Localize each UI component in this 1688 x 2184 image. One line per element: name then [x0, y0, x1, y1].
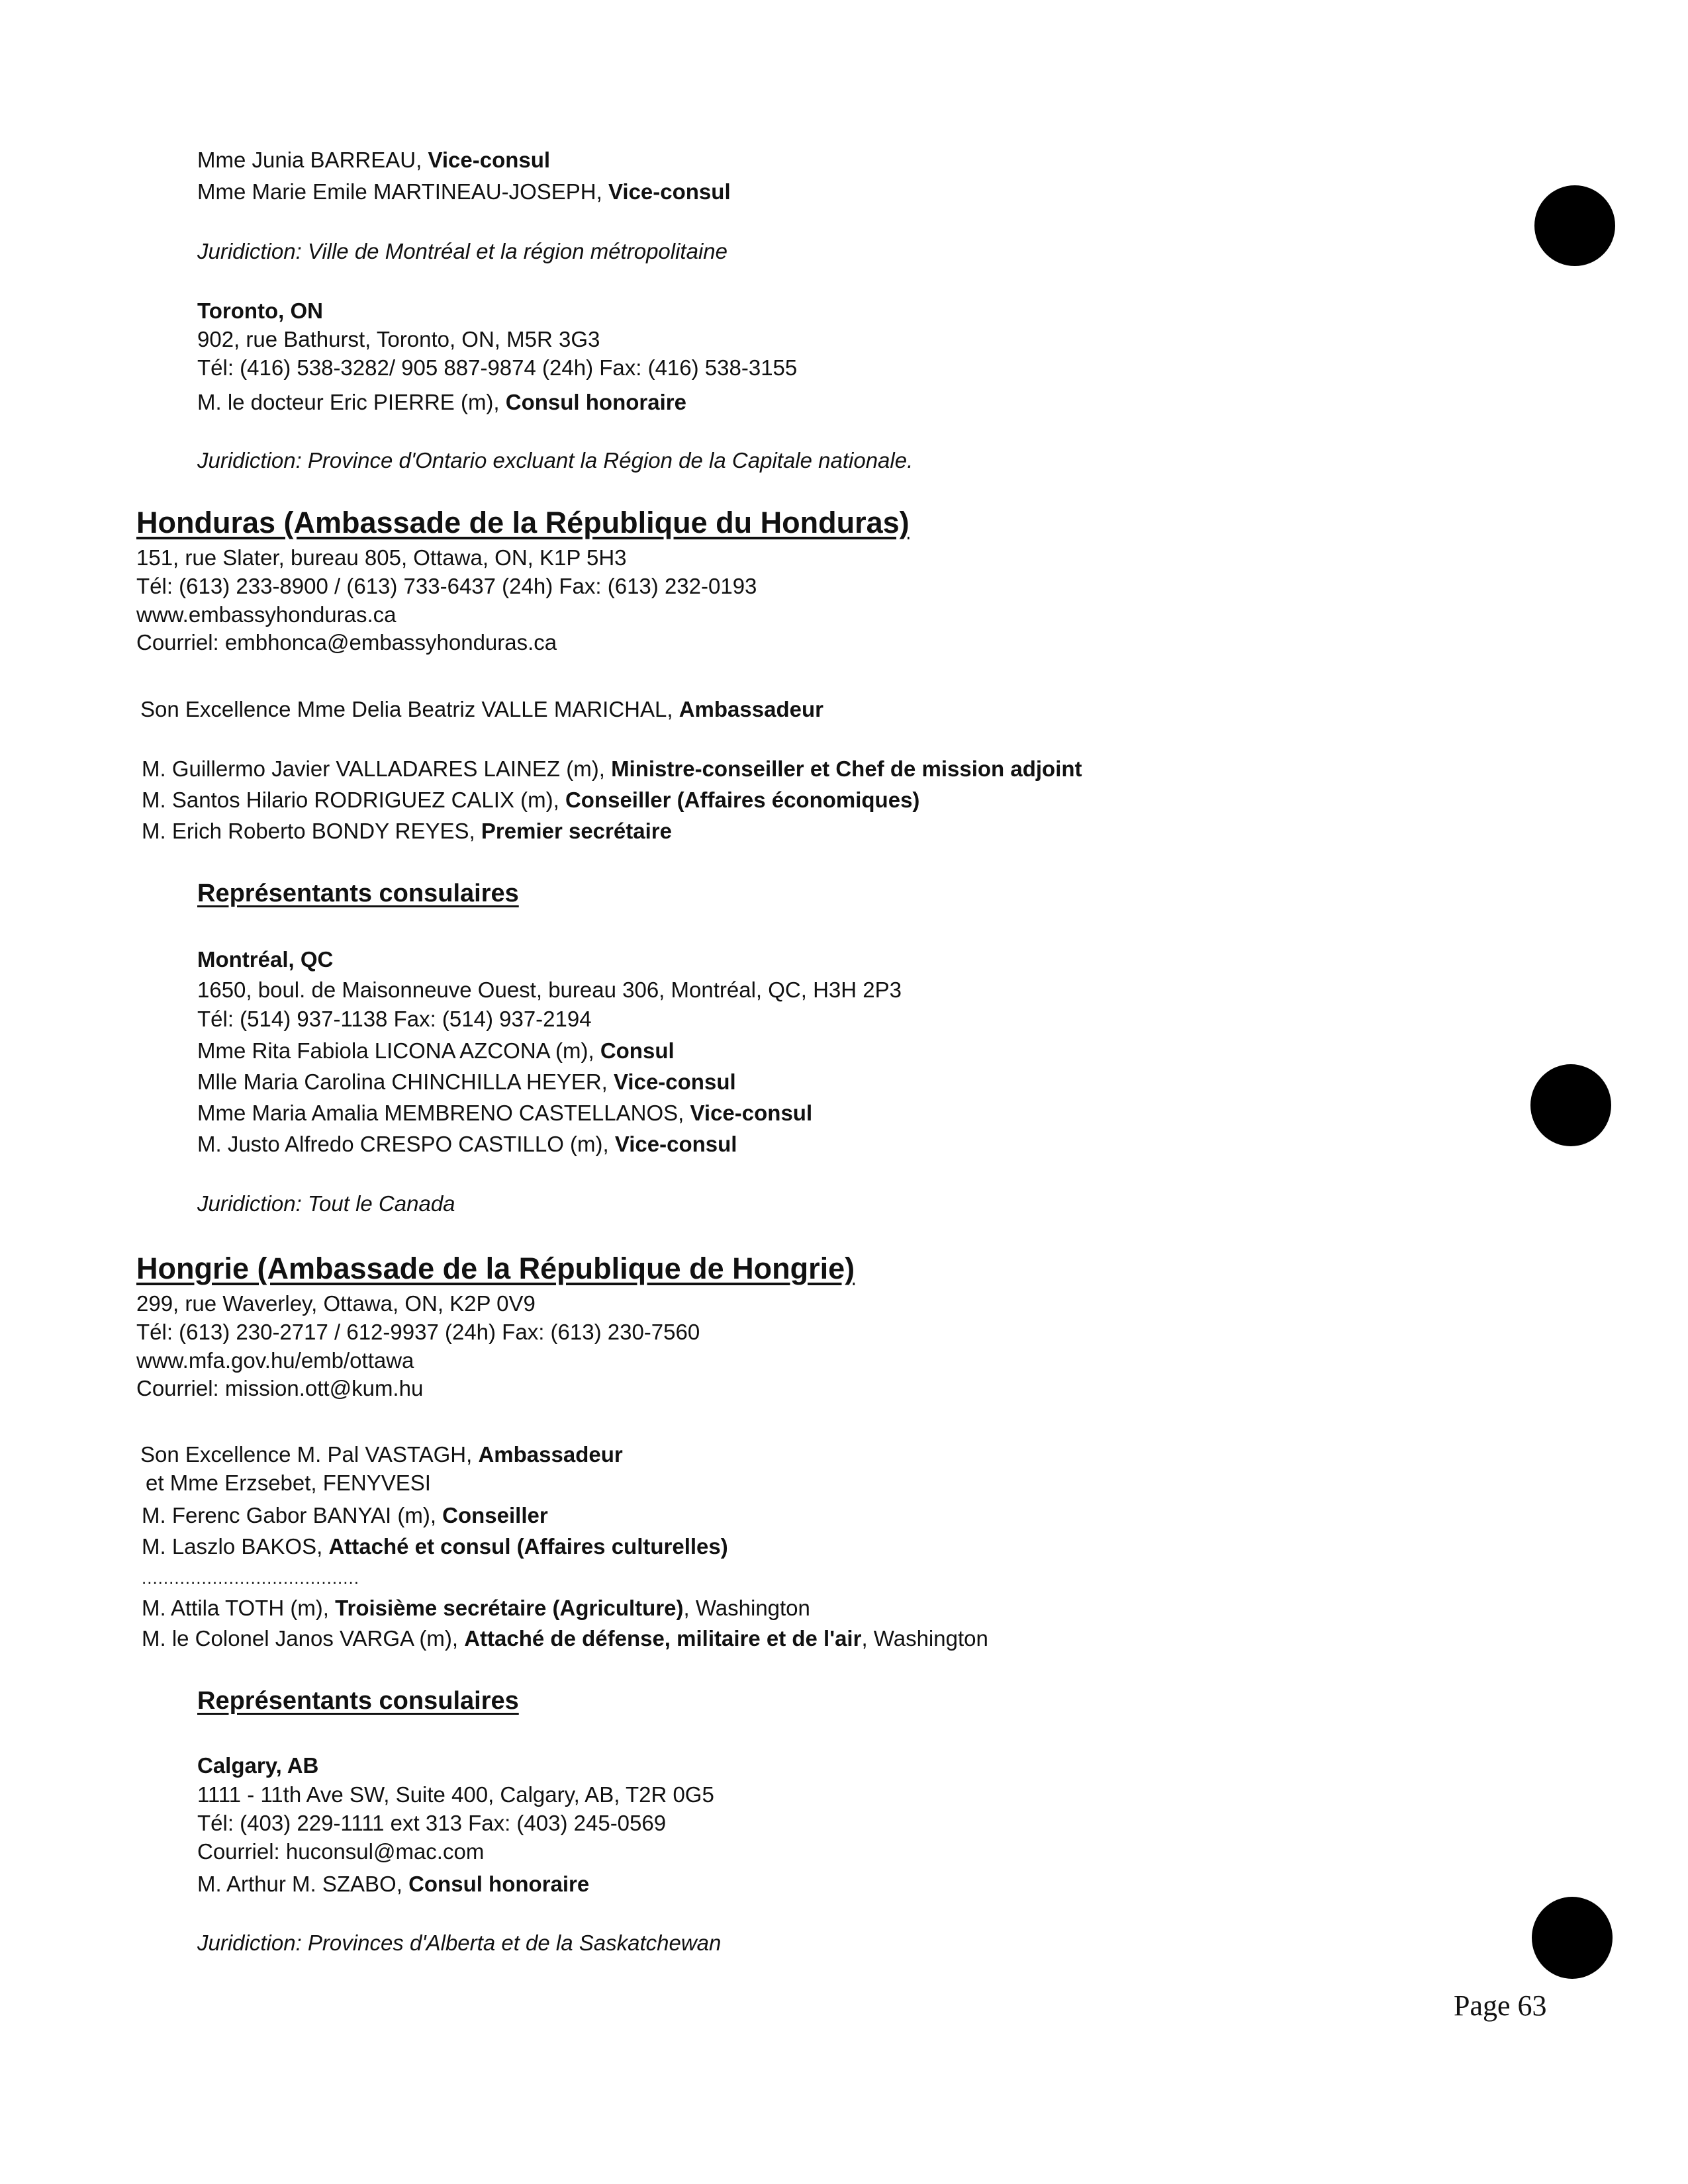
staff-line — [197, 1038, 675, 1064]
staff-title: Consul honoraire — [408, 1872, 590, 1896]
dotted-separator: ........................................ — [142, 1568, 359, 1588]
staff-title: Attaché et consul (Affaires culturelles) — [328, 1534, 728, 1559]
consulate-address: 1650, boul. de Maisonneuve Ouest, bureau 306, Montréal, QC, H3H 2P3 — [197, 978, 902, 1002]
staff-name: M. le docteur Eric PIERRE (m), — [197, 390, 506, 414]
staff-line — [197, 1069, 736, 1095]
staff-title: Attaché de défense, militaire et de l'air — [464, 1626, 862, 1651]
ambassador-line — [140, 1441, 623, 1468]
consulate-phone: Tél: (514) 937-1138 Fax: (514) 937-2194 — [197, 1007, 592, 1031]
staff-name: Mme Maria Amalia MEMBRENO CASTELLANOS, — [197, 1101, 690, 1125]
embassy-email: Courriel: mission.ott@kum.hu — [136, 1376, 424, 1400]
consulate-email: Courriel: huconsul@mac.com — [197, 1839, 485, 1864]
consulate-city: Toronto, ON — [197, 298, 324, 323]
staff-name: M. Arthur M. SZABO, — [197, 1872, 409, 1896]
staff-name: M. Attila TOTH (m), — [142, 1596, 336, 1620]
ambassador-title: Ambassadeur — [478, 1442, 623, 1467]
staff-location: , Washington — [683, 1596, 810, 1620]
staff-name: Mme Rita Fabiola LICONA AZCONA (m), — [197, 1038, 600, 1063]
punch-hole — [1532, 1897, 1613, 1979]
staff-title: Conseiller (Affaires économiques) — [565, 788, 920, 812]
embassy-phone: Tél: (613) 230-2717 / 612-9937 (24h) Fax: (613) 230-7560 — [136, 1320, 700, 1344]
embassy-website: www.mfa.gov.hu/emb/ottawa — [136, 1348, 414, 1373]
staff-line — [197, 1100, 812, 1126]
staff-line — [197, 147, 550, 173]
consulate-city: Montréal, QC — [197, 947, 334, 972]
embassy-phone: Tél: (613) 233-8900 / (613) 733-6437 (24h) Fax: (613) 232-0193 — [136, 574, 757, 598]
staff-title: Vice-consul — [608, 179, 731, 204]
consular-heading: Représentants consulaires — [197, 1687, 519, 1715]
staff-name: Mme Junia BARREAU, — [197, 148, 428, 172]
staff-name: Mlle Maria Carolina CHINCHILLA HEYER, — [197, 1069, 614, 1094]
consulate-phone: Tél: (403) 229-1111 ext 313 Fax: (403) 245-0569 — [197, 1811, 667, 1835]
staff-line — [142, 787, 919, 813]
ambassador-spouse: et Mme Erzsebet, FENYVESI — [146, 1471, 431, 1495]
staff-name: Mme Marie Emile MARTINEAU-JOSEPH, — [197, 179, 608, 204]
staff-name: M. Santos Hilario RODRIGUEZ CALIX (m), — [142, 788, 565, 812]
staff-title: Troisième secrétaire (Agriculture) — [335, 1596, 684, 1620]
staff-title: Vice-consul — [690, 1101, 813, 1125]
staff-line — [197, 389, 686, 416]
staff-title: Premier secrétaire — [481, 819, 672, 843]
staff-line — [142, 1625, 988, 1652]
staff-title: Vice-consul — [428, 148, 551, 172]
staff-name: M. Ferenc Gabor BANYAI (m), — [142, 1503, 443, 1527]
jurisdiction-text: Juridiction: Province d'Ontario excluant la Région de la Capitale nationale. — [197, 448, 914, 473]
staff-location: , Washington — [861, 1626, 988, 1651]
embassy-address: 299, rue Waverley, Ottawa, ON, K2P 0V9 — [136, 1291, 536, 1316]
consulate-address: 1111 - 11th Ave SW, Suite 400, Calgary, AB, T2R 0G5 — [197, 1782, 714, 1807]
page-number: Page 63 — [1454, 1989, 1547, 2022]
embassy-address: 151, rue Slater, bureau 805, Ottawa, ON, K1P 5H3 — [136, 545, 627, 570]
staff-line — [142, 1533, 728, 1560]
staff-title: Vice-consul — [614, 1069, 736, 1094]
staff-line — [197, 179, 731, 205]
consular-heading: Représentants consulaires — [197, 880, 519, 907]
staff-line — [142, 1502, 548, 1529]
punch-hole — [1530, 1064, 1611, 1146]
jurisdiction-text: Juridiction: Provinces d'Alberta et de la Saskatchewan — [197, 1931, 722, 1955]
consulate-address: 902, rue Bathurst, Toronto, ON, M5R 3G3 — [197, 327, 600, 351]
staff-title: Ministre-conseiller et Chef de mission adjoint — [611, 756, 1082, 781]
consulate-city: Calgary, AB — [197, 1753, 319, 1778]
staff-line — [142, 818, 672, 844]
staff-name: M. le Colonel Janos VARGA (m), — [142, 1626, 465, 1651]
staff-name: M. Laszlo BAKOS, — [142, 1534, 329, 1559]
jurisdiction-text: Juridiction: Tout le Canada — [197, 1191, 455, 1216]
jurisdiction-text: Juridiction: Ville de Montréal et la région métropolitaine — [197, 239, 727, 263]
embassy-website: www.embassyhonduras.ca — [136, 602, 397, 627]
staff-title: Consul honoraire — [505, 390, 686, 414]
ambassador-line — [140, 696, 823, 723]
ambassador-name: Son Excellence Mme Delia Beatriz VALLE MARICHAL, — [140, 697, 679, 721]
consulate-phone: Tél: (416) 538-3282/ 905 887-9874 (24h) Fax: (416) 538-3155 — [197, 355, 798, 380]
staff-title: Conseiller — [442, 1503, 548, 1527]
embassy-heading-hongrie: Hongrie (Ambassade de la République de Hongrie) — [136, 1251, 855, 1285]
staff-name: M. Justo Alfredo CRESPO CASTILLO (m), — [197, 1132, 615, 1156]
staff-title: Consul — [600, 1038, 675, 1063]
staff-name: M. Erich Roberto BONDY REYES, — [142, 819, 481, 843]
ambassador-title: Ambassadeur — [679, 697, 823, 721]
staff-title: Vice-consul — [614, 1132, 737, 1156]
ambassador-name: Son Excellence M. Pal VASTAGH, — [140, 1442, 479, 1467]
staff-line — [142, 1595, 810, 1621]
embassy-email: Courriel: embhonca@embassyhonduras.ca — [136, 630, 557, 655]
punch-hole — [1534, 185, 1615, 266]
staff-line — [142, 756, 1082, 782]
staff-line — [197, 1871, 589, 1897]
staff-line — [197, 1131, 737, 1158]
staff-name: M. Guillermo Javier VALLADARES LAINEZ (m), — [142, 756, 612, 781]
embassy-heading-honduras: Honduras (Ambassade de la République du Honduras) — [136, 506, 910, 539]
